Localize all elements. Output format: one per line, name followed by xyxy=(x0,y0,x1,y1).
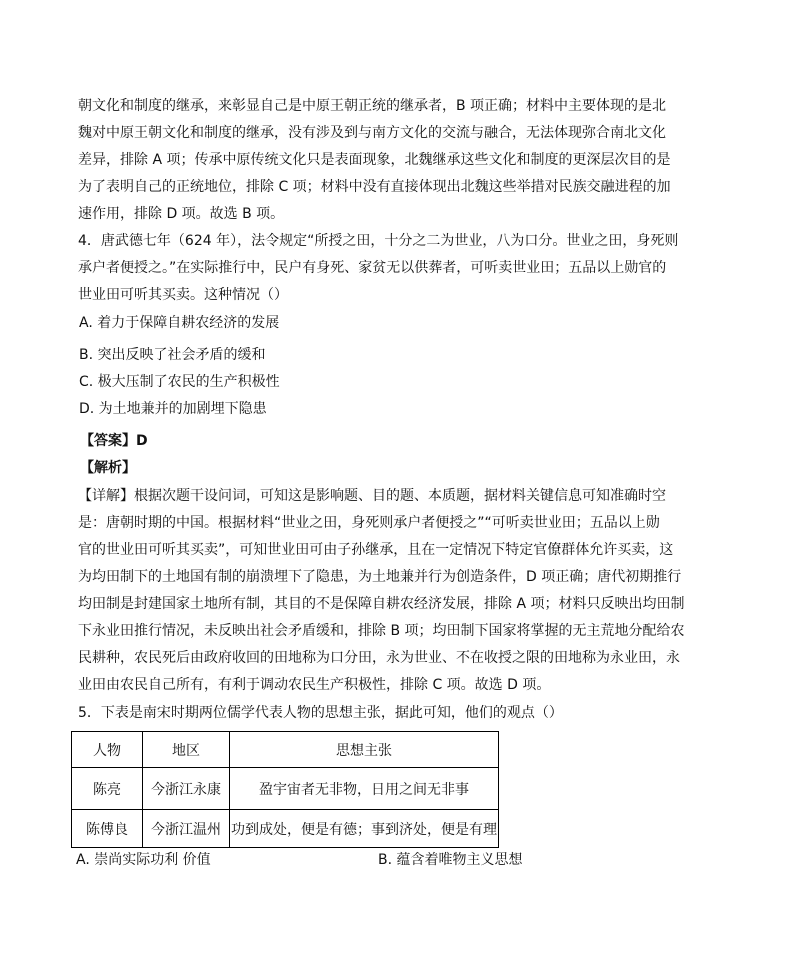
answer-label: 【答案】D xyxy=(80,433,148,449)
question-stem: 4．唐武德七年（624 年），法令规定“所授之田，十分之二为世业，八为口分。世业之田，身死则 xyxy=(78,233,679,249)
analysis-line: 是：唐朝时期的中国。根据材料“世业之田，身死则承户者便授之”“可听卖世业田；五品以上勋 xyxy=(78,515,660,531)
table-row xyxy=(72,810,499,848)
analysis-line: 官的世业田可听其买卖”，可知世业田可由子孙继承，且在一定情况下特定官僚群体允许买卖，这 xyxy=(78,542,674,558)
table-cell: 陈亮 xyxy=(72,768,143,810)
analysis-line: 下永业田推行情况，未反映出社会矛盾缓和，排除 B 项；均田制下国家将掌握的无主荒地分配给农 xyxy=(78,623,685,639)
analysis-line: 【详解】根据次题干设问词，可知这是影响题、目的题、本质题，据材料关键信息可知准确时空 xyxy=(78,488,666,504)
table-cell: 陈傅良 xyxy=(72,810,143,848)
option-b: B. 突出反映了社会矛盾的缓和 xyxy=(79,347,266,363)
analysis-label: 【解析】 xyxy=(80,460,136,476)
table-header: 思想主张 xyxy=(230,732,499,768)
option-d: D. 为土地兼并的加剧埋下隐患 xyxy=(79,401,267,417)
analysis-line: 均田制是封建国家土地所有制，其目的不是保障自耕农经济发展，排除 A 项；材料只反映出均田制 xyxy=(78,596,685,612)
table-row xyxy=(72,768,499,810)
table-cell: 今浙江温州 xyxy=(143,810,230,848)
question-stem: 承户者便授之。”在实际推行中，民户有身死、家贫无以供葬者，可听卖世业田；五品以上勋官的 xyxy=(78,260,667,276)
table-cell: 今浙江永康 xyxy=(143,768,230,810)
analysis-line: 业田由农民自己所有，有利于调动农民生产积极性，排除 C 项。故选 D 项。 xyxy=(78,677,551,693)
text-line: 差异，排除 A 项；传承中原传统文化只是表面现象，北魏继承这些文化和制度的更深层次目的是 xyxy=(78,152,671,168)
text-line: 魏对中原王朝文化和制度的继承，没有涉及到与南方文化的交流与融合，无法体现弥合南北文化 xyxy=(78,125,666,141)
table-header-row xyxy=(72,732,499,768)
option-a: A. 着力于保障自耕农经济的发展 xyxy=(79,315,280,331)
option-c: C. 极大压制了农民的生产积极性 xyxy=(79,374,280,390)
text-line: 朝文化和制度的继承，来彰显自己是中原王朝正统的继承者，B 项正确；材料中主要体现的是北 xyxy=(78,98,667,114)
text-line: 为了表明自己的正统地位，排除 C 项；材料中没有直接体现出北魏这些举措对民族交融进程的加 xyxy=(78,179,671,195)
table-header: 人物 xyxy=(72,732,143,768)
option-b: B. 蕴含着唯物主义思想 xyxy=(378,852,523,868)
table-cell: 功到成处，便是有德；事到济处，便是有理 xyxy=(230,810,499,848)
table-header: 地区 xyxy=(143,732,230,768)
table-cell: 盈宇宙者无非物，日用之间无非事 xyxy=(230,768,499,810)
question-stem: 5．下表是南宋时期两位儒学代表人物的思想主张，据此可知，他们的观点（） xyxy=(78,705,563,721)
question-stem: 世业田可听其买卖。这种情况（） xyxy=(78,287,288,303)
analysis-line: 为均田制下的土地国有制的崩溃埋下了隐患，为土地兼并行为创造条件，D 项正确；唐代初期推行 xyxy=(78,569,682,585)
thought-table xyxy=(71,731,499,848)
analysis-line: 民耕种，农民死后由政府收回的田地称为口分田，永为世业、不在收授之限的田地称为永业田，永 xyxy=(78,650,680,666)
text-line: 速作用，排除 D 项。故选 B 项。 xyxy=(78,206,285,222)
option-a: A. 崇尚实际功利 价值 xyxy=(76,852,211,868)
